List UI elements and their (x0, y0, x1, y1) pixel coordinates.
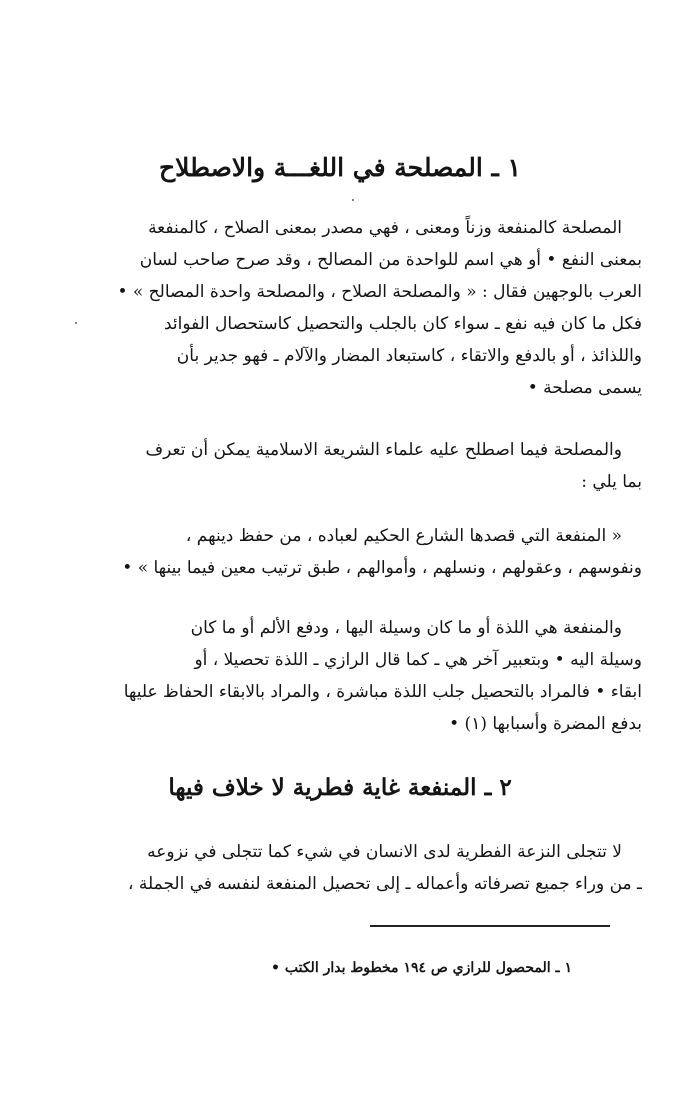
text-line: المصلحة كالمنفعة وزناً ومعنى ، فهي مصدر بمعنى الصلاح ، كالمنفعة (148, 218, 622, 238)
paragraph-definition-terminology (72, 434, 642, 498)
text-line: بدفع المضرة وأسبابها (١) • (449, 714, 642, 734)
text-line: يسمى مصلحة • (527, 378, 642, 398)
text-line: بما يلي : (581, 472, 642, 492)
text-line: والمنفعة هي اللذة أو ما كان وسيلة اليها ، ودفع الألم أو ما كان (190, 618, 622, 638)
paragraph-definition-language (72, 212, 642, 404)
text-line: لا تتجلى النزعة الفطرية لدى الانسان في شيء كما تتجلى في نزوعه (147, 842, 622, 862)
text-line: واللذائذ ، أو بالدفع والاتقاء ، كاستبعاد المضار والآلام ـ فهو جدير بأن (176, 346, 642, 366)
text-line: فكل ما كان فيه نفع ـ سواء كان بالجلب والتحصيل كاستحصال الفوائد (163, 314, 642, 334)
scan-speck (352, 199, 354, 201)
section-heading-2: ٢ ـ المنفعة غاية فطرية لا خلاف فيها (168, 774, 512, 801)
text-line: العرب بالوجهين فقال : « والمصلحة الصلاح ، والمصلحة واحدة المصالح » • (117, 282, 642, 302)
paragraph-benefit-meaning (72, 612, 642, 740)
section-heading-1: ١ ـ المصلحة في اللغـــة والاصطلاح (159, 153, 521, 182)
text-line: ابقاء • فالمراد بالتحصيل جلب اللذة مباشرة ، والمراد بالابقاء الحفاظ عليها (123, 682, 642, 702)
text-line: ـ من وراء جميع تصرفاته وأعماله ـ إلى تحصيل المنفعة لنفسه في الجملة ، (127, 874, 642, 894)
text-line: ونفوسهم ، وعقولهم ، ونسلهم ، وأموالهم ، طبق ترتيب معين فيما بينها » • (122, 558, 642, 578)
footnote: ١ ـ المحصول للرازي ص ١٩٤ مخطوط بدار الكتب • (271, 960, 572, 976)
text-line: وسيلة اليه • وبتعبير آخر هي ـ كما قال الرازي ـ اللذة تحصيلا ، أو (194, 650, 642, 670)
scan-speck (75, 322, 77, 324)
footnote-divider (370, 925, 610, 927)
paragraph-quoted-definition (72, 520, 642, 584)
text-line: والمصلحة فيما اصطلح عليه علماء الشريعة الاسلامية يمكن أن تعرف (145, 440, 622, 460)
paragraph-natural-tendency (72, 836, 642, 900)
text-line: « المنفعة التي قصدها الشارع الحكيم لعباده ، من حفظ دينهم ، (185, 526, 622, 546)
text-line: بمعنى النفع • أو هي اسم للواحدة من المصالح ، وقد صرح صاحب لسان (139, 250, 642, 270)
